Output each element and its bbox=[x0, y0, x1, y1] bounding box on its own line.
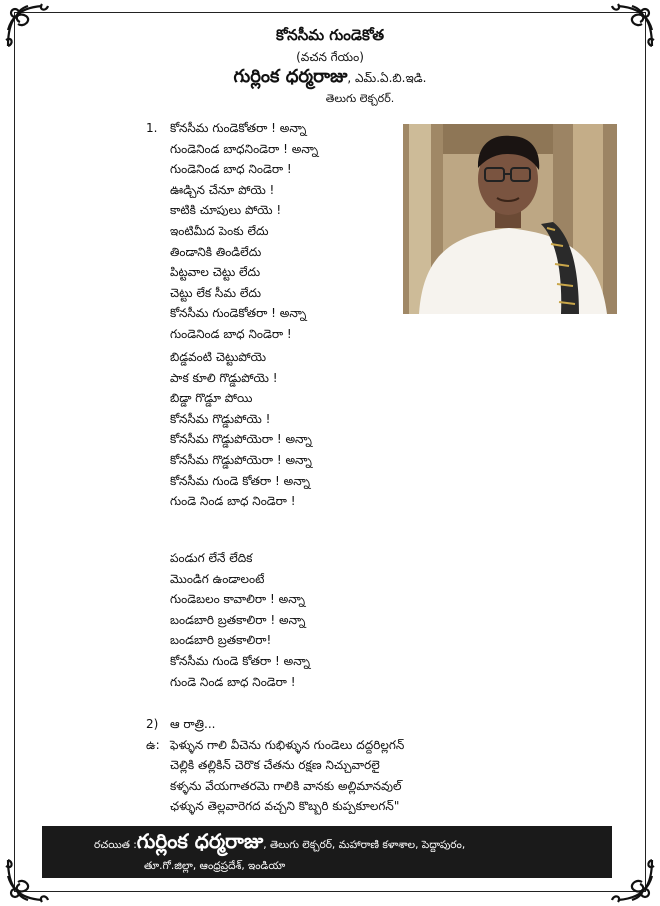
poem-line: బిడ్డవంటి చెట్టుపోయె bbox=[170, 350, 267, 364]
portrait-photo bbox=[403, 124, 617, 314]
section-number: 2) bbox=[146, 717, 159, 731]
poem-line: కోనసీమ గుండెకోతరా ! అన్నా bbox=[170, 121, 307, 135]
poem-line: పిట్టవాల చెట్టు లేదు bbox=[170, 265, 261, 280]
author-role: తెలుగు లెక్చరర్. bbox=[325, 92, 395, 105]
poem-line: కోనసీమ గుండె కోతరా ! అన్నా bbox=[170, 473, 311, 488]
verse-label: ఉ: bbox=[146, 737, 160, 752]
poem-line: కోనసీమ గొడ్డుపోయెరా ! అన్నా bbox=[170, 452, 312, 467]
author-qualifications: , ఎమ్.ఏ.బి.ఇడి. bbox=[347, 71, 427, 85]
poem-line: కోనసీమ గొడ్డుపోయెరా ! అన్నా bbox=[170, 432, 312, 447]
footer-line-2: తూ.గో.జిల్లా, ఆంధ్రప్రదేశ్, ఇండియా bbox=[144, 860, 286, 872]
poem-line: తిండానికి తిండిలేదు bbox=[170, 244, 262, 259]
poem-line: పాక కూలి గొడ్డుపోయె ! bbox=[170, 370, 278, 385]
poem-line: ఆ రాత్రి... bbox=[170, 717, 216, 731]
author-name: గుర్లింక ధర్మరాజు bbox=[233, 66, 348, 87]
poem-line: బండబారి బ్రతకాలిరా! bbox=[170, 633, 272, 648]
page-title: కోనసీమ గుండెకోత bbox=[275, 26, 385, 44]
poem-stanza-2 bbox=[170, 347, 312, 512]
poem-line: మొండిగ ఉండాలంటే bbox=[170, 571, 265, 586]
poem-line: బండబారి బ్రతకాలిరా ! అన్నా bbox=[170, 612, 306, 627]
poem-line: కోనసీమ గుండెకోతరా ! అన్నా bbox=[170, 306, 307, 321]
poem-line: గుండె నిండ బాధ నిండెరా ! bbox=[170, 494, 296, 509]
poem-line: గుండెనిండ బాధ నిండెరా ! bbox=[170, 326, 292, 341]
author-footer bbox=[42, 826, 612, 878]
poem-stanza-3 bbox=[170, 548, 310, 692]
footer-prefix: రచయిత : bbox=[94, 839, 137, 851]
poem-section-2 bbox=[146, 714, 404, 817]
poem-line: చెట్టు లేక సీమ లేదు bbox=[170, 285, 262, 300]
poem-line: ఫెళ్ళున గాలి వీచెను గుభిళ్ళున గుండెలు దద్దరిల్లగన్ bbox=[170, 737, 405, 752]
poem-line: కాటికి చూపులు పోయె ! bbox=[170, 203, 282, 218]
poem-line: కోనసీమ గుండె కోతరా ! అన్నా bbox=[170, 653, 311, 668]
poem-line: గుండెనిండ బాధ నిండెరా ! bbox=[170, 162, 292, 177]
footer-author-name: గుర్లింక ధర్మరాజు bbox=[136, 829, 264, 853]
footer-line-1: , తెలుగు లెక్చరర్, మహారాణి కళాశాల, పెద్దాపురం, bbox=[263, 839, 466, 851]
poem-line: గుండెనిండ బాధనిండెరా ! అన్నా bbox=[170, 141, 319, 156]
section-number: 1. bbox=[146, 121, 158, 135]
poem-line: బిడ్డా గొడ్డూ పోయి bbox=[170, 391, 253, 406]
page-subtitle: (వచన గేయం) bbox=[296, 50, 364, 64]
poem-line: కోనసీమ గొడ్డుపోయె ! bbox=[170, 411, 271, 426]
poem-line: చెల్లికి తల్లికిన్ చెరొక చేతను రక్షణ నిచ్చువారలై bbox=[170, 758, 380, 773]
poem-line: ఊడ్చిన చేనూ పోయె ! bbox=[170, 182, 275, 197]
poem-line: గుండె నిండ బాధ నిండెరా ! bbox=[170, 674, 296, 689]
author-line bbox=[0, 66, 660, 91]
poem-line: పండుగ లేనే లేదిక bbox=[170, 551, 253, 565]
poem-line: ఛళ్ళున తెల్లవారెగద వచ్చని కొబ్బరి కుప్పకూలగన్" bbox=[170, 799, 400, 814]
poem-line: గుండెబలం కావాలిరా ! అన్నా bbox=[170, 592, 306, 607]
corner-ornament-icon bbox=[606, 854, 658, 906]
poem-line: ఇంటిమీద పెంకు లేదు bbox=[170, 223, 269, 238]
poem-line: కళ్ళను వేయగాతరమె గాలికి వానకు అల్లిమానవుల్ bbox=[170, 778, 402, 793]
